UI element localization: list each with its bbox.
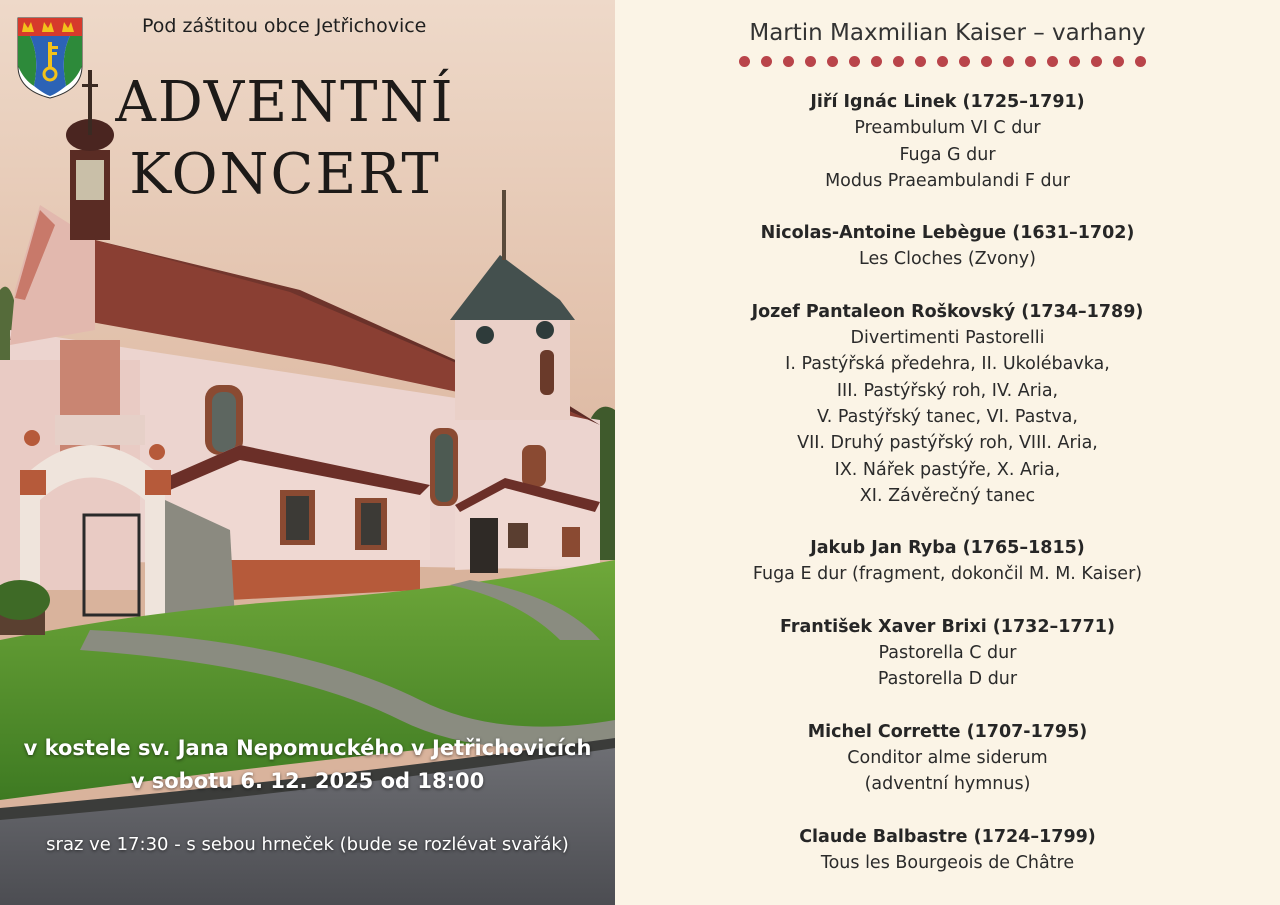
work-title: III. Pastýřský roh, IV. Aria, xyxy=(836,380,1059,401)
divider-dot xyxy=(739,56,750,67)
divider-dot xyxy=(981,56,992,67)
program-block xyxy=(615,220,1280,273)
divider-dot xyxy=(915,56,926,67)
title-line-2: KONCERT xyxy=(129,142,441,207)
program-block xyxy=(615,719,1280,798)
work-title: Preambulum VI C dur xyxy=(854,118,1041,139)
program-block xyxy=(615,614,1280,693)
composer-name: Jakub Jan Ryba (1765–1815) xyxy=(810,538,1085,559)
work-title: Fuga G dur xyxy=(899,144,996,165)
work-title: V. Pastýřský tanec, VI. Pastva, xyxy=(817,406,1078,427)
work-title: Conditor alme siderum xyxy=(847,747,1048,768)
composer-name: Jozef Pantaleon Roškovský (1734–1789) xyxy=(751,301,1144,322)
work-title: XI. Závěrečný tanec xyxy=(859,485,1036,506)
work-title: VII. Druhý pastýřský roh, VIII. Aria, xyxy=(797,433,1098,454)
work-title: IX. Nářek pastýře, X. Aria, xyxy=(834,459,1061,480)
coat-of-arms-icon xyxy=(16,16,84,100)
composer-name: Jiří Ignác Linek (1725–1791) xyxy=(810,92,1085,112)
divider-dot xyxy=(893,56,904,67)
divider-dot xyxy=(959,56,970,67)
composer-name: František Xaver Brixi (1732–1771) xyxy=(780,616,1115,637)
divider-dot xyxy=(1003,56,1014,67)
divider-dot xyxy=(805,56,816,67)
divider-dot xyxy=(1091,56,1102,67)
program-block xyxy=(615,89,1280,194)
program-block xyxy=(615,824,1280,877)
divider-dot xyxy=(1135,56,1146,67)
meeting-note: sraz ve 17:30 - s sebou hrneček (bude se rozlévat svařák) xyxy=(46,834,569,855)
divider-dot xyxy=(1025,56,1036,67)
divider-dot xyxy=(783,56,794,67)
divider-dot xyxy=(849,56,860,67)
venue-line: v kostele sv. Jana Nepomuckého v Jetřichovicích xyxy=(23,736,592,760)
divider-dot xyxy=(761,56,772,67)
dotted-divider xyxy=(739,56,1149,70)
divider-dot xyxy=(1069,56,1080,67)
program-block xyxy=(615,535,1280,588)
work-title: Divertimenti Pastorelli xyxy=(850,328,1045,349)
work-title: Modus Praeambulandi F dur xyxy=(825,170,1070,191)
composer-name: Claude Balbastre (1724–1799) xyxy=(799,826,1096,847)
program-list xyxy=(615,89,1280,902)
work-title: I. Pastýřská předehra, II. Ukolébavka, xyxy=(785,354,1110,375)
program-panel xyxy=(615,0,1280,905)
composer-name: Nicolas-Antoine Lebègue (1631–1702) xyxy=(760,223,1135,244)
divider-dot xyxy=(1113,56,1124,67)
work-title: (adventní hymnus) xyxy=(864,774,1031,795)
work-title: Pastorella D dur xyxy=(877,669,1018,690)
patronage-text: Pod záštitou obce Jetřichovice xyxy=(142,15,427,37)
program-block xyxy=(615,299,1280,509)
date-line: v sobotu 6. 12. 2025 od 18:00 xyxy=(130,769,485,793)
performer-line: Martin Maxmilian Kaiser – varhany xyxy=(749,20,1146,46)
title-line-1: ADVENTNÍ xyxy=(115,70,455,135)
divider-dot xyxy=(937,56,948,67)
divider-dot xyxy=(827,56,838,67)
work-title: Pastorella C dur xyxy=(878,643,1017,664)
divider-dot xyxy=(1047,56,1058,67)
poster-panel xyxy=(0,0,615,905)
work-title: Tous les Bourgeois de Châtre xyxy=(820,852,1075,873)
work-title: Les Cloches (Zvony) xyxy=(859,249,1036,270)
work-title: Fuga E dur (fragment, dokončil M. M. Kaiser) xyxy=(752,564,1143,585)
divider-dot xyxy=(871,56,882,67)
composer-name: Michel Corrette (1707-1795) xyxy=(807,721,1088,742)
